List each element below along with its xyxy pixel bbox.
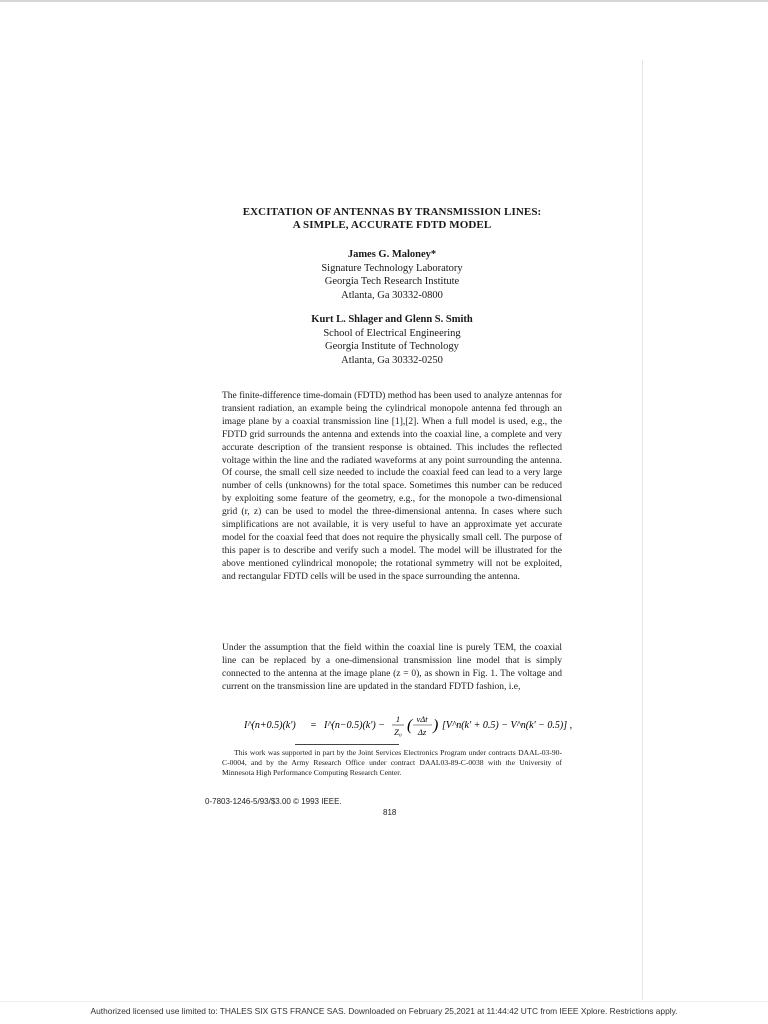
license-divider xyxy=(0,1001,768,1002)
affiliation-line: Georgia Institute of Technology xyxy=(325,341,459,352)
eq-rhs-1: I^(n−0.5)(k') − xyxy=(324,720,385,731)
affiliation-line: Atlanta, Ga 30332-0250 xyxy=(341,354,443,366)
footnote-rule xyxy=(295,744,399,745)
footnote: This work was supported in part by the Joint Services Electronics Program under contracts DAAL-03-90-C-0004, and by the Army Research Office under contract DAAL03-89-C-0038 with the University of Minnesota High Performance Computing Research Center. xyxy=(222,748,562,778)
affiliation-line: School of Electrical Engineering xyxy=(323,327,461,339)
paper-title xyxy=(222,206,562,232)
scan-edge-right xyxy=(642,60,643,1000)
eq-lhs: I^(n+0.5)(k') xyxy=(244,720,296,731)
eq-frac1-den: Z₀ xyxy=(394,727,402,737)
author-name-2: Kurt L. Shlager and Glenn S. Smith xyxy=(311,314,473,325)
eq-equals: = xyxy=(310,720,317,731)
author-name-1: James G. Maloney* xyxy=(347,249,437,260)
page-number: 818 xyxy=(383,808,397,817)
eq-paren-close: ) xyxy=(433,717,439,734)
author-block-2 xyxy=(222,313,562,367)
eq-frac1-num: 1 xyxy=(395,714,401,724)
update-equation xyxy=(244,713,574,737)
body-paragraph-1: The finite-difference time-domain (FDTD) method has been used to analyze antennas for transient radiation, an example being the cylindrical monopole antenna fed through an image plane by a coaxial transmission line [1],[2]. When a full model is used, e.g., the FDTD grid surrounds the antenna and extends into the coaxial line, a complete and very accurate description of the transient response is obtained. This includes the reflected voltage within the line and the radiated waveforms at any point surrounding the antenna. Of course, the small cell size needed to include the coaxial feed can lead to a very large number of cells (unknowns) for the total space. Sometimes this number can be reduced by exploiting some feature of the geometry, e.g., for the monopole a two-dimensional grid (r, z) can be used to model the three-dimensional antenna. In cases where such simplifications are not available, it is very useful to have an approximate yet accurate model for the coaxial feed that does not require the physically small cell. The purpose of this paper is to describe and verify such a model. The model will be illustrated for the above mentioned cylindrical monopole; the rotational symmetry will not be exploited, and rectangular FDTD cells will be used in the space surrounding the antenna. xyxy=(222,391,562,582)
eq-rhs-2: [V^n(k' + 0.5) − V^n(k' − 0.5)] , xyxy=(442,720,573,731)
scan-edge-top xyxy=(0,0,768,2)
license-notice: Authorized licensed use limited to: THALES SIX GTS FRANCE SAS. Downloaded on February 25,2021 at 11:44:42 UTC from IEEE Xplore. Restrictions apply. xyxy=(90,1006,678,1016)
title-line-2: A SIMPLE, ACCURATE FDTD MODEL xyxy=(292,219,492,231)
affiliation-line: Atlanta, Ga 30332-0800 xyxy=(341,289,443,301)
copyright-line: 0-7803-1246-5/93/$3.00 © 1993 IEEE. xyxy=(205,797,342,806)
affiliation-line: Georgia Tech Research Institute xyxy=(324,276,460,287)
body-paragraph-2: Under the assumption that the field within the coaxial line is purely TEM, the coaxial line can be replaced by a one-dimensional transmission line model that is simply connected to the antenna at the image plane (z = 0), as shown in Fig. 1. The voltage and current on the transmission line are updated in the standard FDTD fashion, i.e, xyxy=(222,643,562,692)
author-block-1 xyxy=(222,248,562,302)
eq-frac2-num: vΔt xyxy=(416,714,428,724)
eq-paren-open: ( xyxy=(407,717,413,734)
affiliation-line: Signature Technology Laboratory xyxy=(321,262,463,274)
eq-frac2-den: Δz xyxy=(417,727,427,737)
title-line-1: EXCITATION OF ANTENNAS BY TRANSMISSION LINES: xyxy=(242,206,542,218)
